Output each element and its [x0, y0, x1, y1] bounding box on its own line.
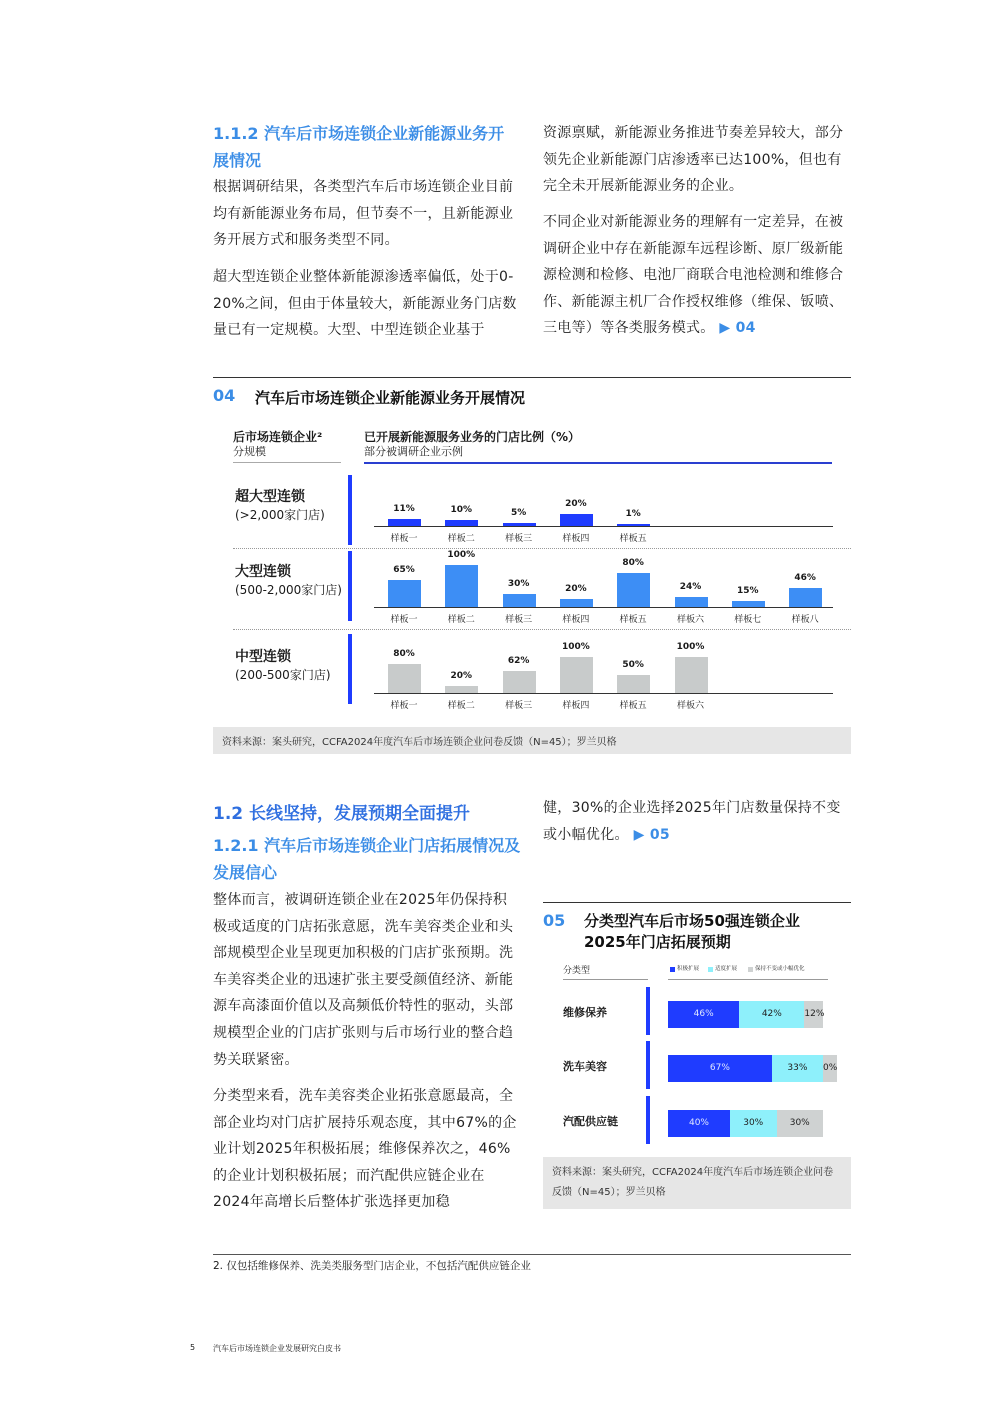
bar: [560, 657, 593, 693]
divider: [364, 462, 832, 464]
x-tick-label: 样板一: [390, 615, 418, 625]
divider: [213, 1254, 851, 1255]
bar: [732, 601, 765, 607]
bar: [617, 524, 650, 526]
data-label: 50%: [622, 660, 644, 670]
bar: [789, 588, 822, 607]
divider: [543, 902, 851, 903]
data-label: 100%: [447, 550, 476, 560]
figure-number: 04: [213, 386, 236, 405]
x-tick-label: 样板三: [505, 534, 533, 544]
figure-ref-link[interactable]: ▶ 05: [633, 826, 670, 843]
row-marker: [348, 634, 352, 704]
baseline: [374, 693, 833, 694]
source-note: 资料来源：案头研究，CCFA2024年度汽车后市场连锁企业问卷反馈（N=45）；罗兰贝格: [213, 727, 851, 754]
bar-segment: 33%: [772, 1055, 823, 1082]
row-divider: [233, 629, 851, 630]
x-tick-label: 样板一: [390, 701, 418, 711]
bar: [445, 686, 478, 693]
column-header: 后市场连锁企业²: [233, 430, 323, 444]
bar-segment: 42%: [739, 1001, 804, 1028]
bar: [388, 580, 421, 607]
legend-swatch: [670, 967, 675, 972]
bar-segment: 30%: [730, 1110, 777, 1137]
column-subheader: 部分被调研企业示例: [364, 445, 463, 458]
figure-title: 分类型汽车后市场50强连锁企业2025年门店拓展预期: [584, 912, 800, 951]
data-label: 20%: [565, 583, 587, 594]
section-heading-1-2: 1.2 长线坚持，发展预期全面提升: [213, 804, 471, 824]
figure-ref-link[interactable]: ▶ 04: [719, 320, 756, 337]
data-label: 46%: [794, 572, 816, 583]
x-tick-label: 样板四: [562, 615, 590, 625]
figure-title: 汽车后市场连锁企业新能源业务开展情况: [255, 389, 526, 407]
row-label: 维修保养: [563, 1006, 607, 1019]
x-tick-label: 样板二: [447, 615, 475, 625]
legend-label: 适度扩展: [715, 966, 738, 972]
source-note: 资料来源：案头研究，CCFA2024年度汽车后市场连锁企业问卷反馈（N=45）；罗兰贝格: [543, 1157, 851, 1209]
x-tick-label: 样板五: [619, 701, 647, 711]
paragraph: 整体而言，被调研连锁企业在2025年仍保持积极或适度的门店拓张意愿，洗车美容类企业和头部规模型企业呈现更加积极的门店扩张预期。洗车美容类企业的迅速扩张主要受颜值经济、新能源车高漆面价值以及高频低价特性的驱动，头部规模型企业的门店扩张则与后市场行业的整合趋势关联紧密。: [213, 892, 514, 1068]
data-label: 100%: [561, 642, 590, 652]
data-label: 20%: [565, 498, 587, 509]
row-marker: [348, 475, 352, 545]
x-tick-label: 样板五: [619, 615, 647, 625]
page-number: 5: [190, 1343, 196, 1352]
row-header: 分类型: [563, 966, 591, 976]
x-tick-label: 样板二: [447, 534, 475, 544]
row-sublabel: (200-500家门店): [235, 668, 331, 682]
data-label: 30%: [507, 579, 530, 590]
x-tick-label: 样板五: [619, 534, 647, 544]
row-divider: [233, 548, 851, 549]
paragraph: [543, 209, 851, 342]
row-label: 汽配供应链: [563, 1115, 618, 1128]
row-marker: [646, 1041, 650, 1089]
footnote: 2. 仅包括维修保养、洗美类服务型门店企业，不包括汽配供应链企业: [213, 1260, 531, 1272]
data-label: 5%: [510, 507, 527, 518]
paragraph: 超大型连锁企业整体新能源渗透率偏低，处于0-20%之间，但由于体量较大，新能源业务门店数量已有一定规模。大型、中型连锁企业基于: [213, 269, 517, 339]
bar-segment: 46%: [668, 1001, 739, 1028]
x-tick-label: 样板三: [505, 615, 533, 625]
figure-number: 05: [543, 911, 566, 930]
x-tick-label: 样板四: [562, 701, 590, 711]
footer-title: 汽车后市场连锁企业发展研究白皮书: [213, 1344, 341, 1353]
row-label: 超大型连锁: [235, 489, 305, 505]
bar: [503, 671, 536, 693]
bar: [560, 514, 593, 526]
data-label: 100%: [676, 642, 705, 652]
paragraph: 根据调研结果，各类型汽车后市场连锁企业目前均有新能源业务布局，但节奏不一，且新能源业务开展方式和服务类型不同。: [213, 179, 514, 249]
bar: [617, 675, 650, 693]
legend-label: 积极扩展: [677, 966, 700, 972]
divider: [233, 462, 341, 463]
data-label: 80%: [622, 558, 644, 569]
legend-label: 保持不变或小幅优化: [755, 966, 805, 972]
row-label: 大型连锁: [235, 564, 291, 580]
legend-swatch: [708, 967, 713, 972]
bar: [675, 657, 708, 693]
data-label: 11%: [393, 504, 415, 515]
bar: [388, 664, 421, 693]
bar-segment: 12%: [804, 1001, 823, 1028]
bar: [445, 565, 478, 607]
paragraph-text: 不同企业对新能源业务的理解有一定差异，在被调研企业中存在新能源车远程诊断、原厂级新能源检测和检修、电池厂商联合电池检测和维修合作、新能源主机厂合作授权维修（维保、钣喷、三电等）等各类服务模式。: [543, 214, 844, 337]
x-tick-label: 样板四: [562, 534, 590, 544]
column-subheader: 分规模: [233, 445, 266, 458]
row-label: 洗车美容: [563, 1060, 607, 1073]
legend-swatch: [748, 967, 753, 972]
paragraph: 分类型来看，洗车美容类企业拓张意愿最高，全部企业均对门店扩展持乐观态度，其中67%的企业计划2025年积极拓展；维修保养次之，46%的企业计划积极拓展；而汽配供应链企业在2024年高增长后整体扩张选择更加稳: [213, 1088, 517, 1211]
paragraph: [543, 795, 851, 848]
baseline: [374, 607, 833, 608]
x-tick-label: 样板三: [505, 701, 533, 711]
section-heading-1-1-2: 1.1.2 汽车后市场连锁企业新能源业务开展情况: [213, 124, 505, 170]
bar-segment: 0%: [823, 1055, 837, 1082]
data-label: 24%: [679, 581, 702, 592]
data-label: 80%: [393, 649, 415, 660]
data-label: 20%: [450, 670, 473, 681]
x-tick-label: 样板六: [676, 701, 704, 711]
x-tick-label: 样板七: [734, 615, 762, 625]
data-label: 10%: [450, 504, 473, 515]
row-marker: [646, 1096, 650, 1144]
bar: [445, 520, 478, 526]
bar: [388, 519, 421, 526]
data-label: 62%: [507, 655, 530, 666]
row-marker: [348, 551, 352, 621]
bar-segment: 67%: [668, 1055, 772, 1082]
x-tick-label: 样板二: [447, 701, 475, 711]
row-sublabel: (>2,000家门店): [235, 508, 325, 522]
bar: [675, 597, 708, 607]
divider: [668, 979, 828, 980]
bar-segment: 30%: [777, 1110, 824, 1137]
data-label: 1%: [625, 509, 641, 519]
row-sublabel: (500-2,000家门店): [235, 583, 342, 597]
data-label: 15%: [737, 585, 759, 596]
baseline: [374, 526, 833, 527]
paragraph: 资源禀赋，新能源业务推进节奏差异较大，部分领先企业新能源门店渗透率已达100%，但也有完全未开展新能源业务的企业。: [543, 125, 844, 195]
bar: [617, 573, 650, 607]
x-tick-label: 样板八: [791, 615, 819, 625]
divider: [563, 979, 648, 980]
row-marker: [646, 987, 650, 1035]
divider: [213, 377, 851, 378]
x-tick-label: 样板一: [390, 534, 418, 544]
bar: [503, 594, 536, 607]
bar: [560, 599, 593, 607]
x-tick-label: 样板六: [676, 615, 704, 625]
data-label: 65%: [393, 564, 415, 575]
paragraph-text: 健，30%的企业选择2025年门店数量保持不变或小幅优化。: [543, 800, 841, 843]
section-heading-1-2-1: 1.2.1 汽车后市场连锁企业门店拓展情况及发展信心: [213, 836, 521, 882]
bar-segment: 40%: [668, 1110, 730, 1137]
bar: [503, 523, 536, 526]
row-label: 中型连锁: [235, 649, 291, 665]
column-header: 已开展新能源服务业务的门店比例（%）: [364, 430, 581, 444]
